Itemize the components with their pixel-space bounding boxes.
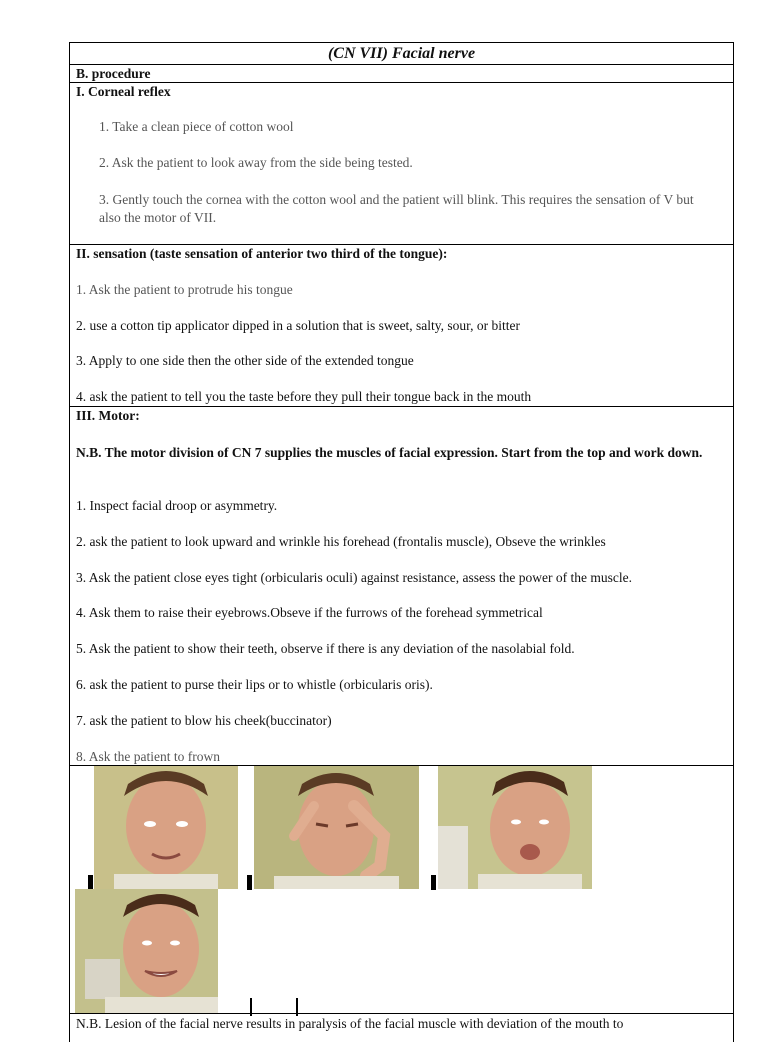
face-photo-icon	[254, 766, 419, 889]
section-b-heading: B. procedure	[76, 66, 151, 81]
motor-step: 4. Ask them to raise their eyebrows.Obseve if the furrows of the forehead symmetrical	[76, 605, 543, 620]
sensation-step: 1. Ask the patient to protrude his tongue	[76, 282, 293, 297]
motor-section	[70, 406, 733, 766]
photo-show-teeth	[75, 889, 218, 1013]
motor-step: 2. ask the patient to look upward and wrinkle his forehead (frontalis muscle), Obseve the wrinkles	[76, 534, 606, 549]
motor-step: 7. ask the patient to blow his cheek(buccinator)	[76, 713, 332, 728]
corneal-step: 1. Take a clean piece of cotton wool	[99, 119, 294, 134]
photo-marker	[250, 998, 252, 1016]
sensation-step: 4. ask the patient to tell you the taste before they pull their tongue back in the mouth	[76, 389, 532, 404]
face-photo-icon	[75, 889, 218, 1013]
corneal-step: 2. Ask the patient to look away from the side being tested.	[99, 155, 413, 170]
motor-note: N.B. The motor division of CN 7 supplies the muscles of facial expression. Start from the top and work down.	[76, 445, 703, 460]
motor-step: 5. Ask the patient to show their teeth, observe if there is any deviation of the nasolabial fold.	[76, 641, 575, 656]
photo-marker	[247, 875, 252, 890]
sensation-step: 2. use a cotton tip applicator dipped in a solution that is sweet, salty, sour, or bitter	[76, 318, 520, 333]
sensation-section	[70, 244, 733, 407]
motor-step: 6. ask the patient to purse their lips or to whistle (orbicularis oris).	[76, 677, 433, 692]
photo-close-eyes	[254, 766, 419, 889]
photo-blow-cheek	[438, 766, 592, 889]
face-photo-icon	[94, 766, 238, 889]
photo-marker	[431, 875, 436, 890]
corneal-step: 3. Gently touch the cornea with the cotton wool and the patient will blink. This requires the sensation of V but also the motor of VII.	[99, 192, 694, 225]
sensation-heading: II. sensation (taste sensation of anterior two third of the tongue):	[76, 246, 448, 261]
section-b-row	[70, 64, 733, 83]
photo-marker	[296, 998, 298, 1016]
photo-wrinkle-forehead	[94, 766, 238, 889]
motor-step: 8. Ask the patient to frown	[76, 749, 220, 764]
corneal-heading: I. Corneal reflex	[76, 84, 171, 99]
footer-note: N.B. Lesion of the facial nerve results in paralysis of the facial muscle with deviation of the mouth to	[76, 1016, 624, 1031]
motor-step: 3. Ask the patient close eyes tight (orbicularis oculi) against resistance, assess the power of the muscle.	[76, 570, 632, 585]
motor-step: 1. Inspect facial droop or asymmetry.	[76, 498, 278, 513]
corneal-section	[70, 82, 733, 245]
photo-marker	[88, 875, 93, 890]
face-photo-icon	[438, 766, 592, 889]
sensation-step: 3. Apply to one side then the other side of the extended tongue	[76, 353, 414, 368]
page-title: (CN VII) Facial nerve	[327, 45, 476, 62]
footer-section	[70, 1013, 733, 1054]
title-row	[70, 42, 733, 65]
motor-heading: III. Motor:	[76, 408, 140, 423]
